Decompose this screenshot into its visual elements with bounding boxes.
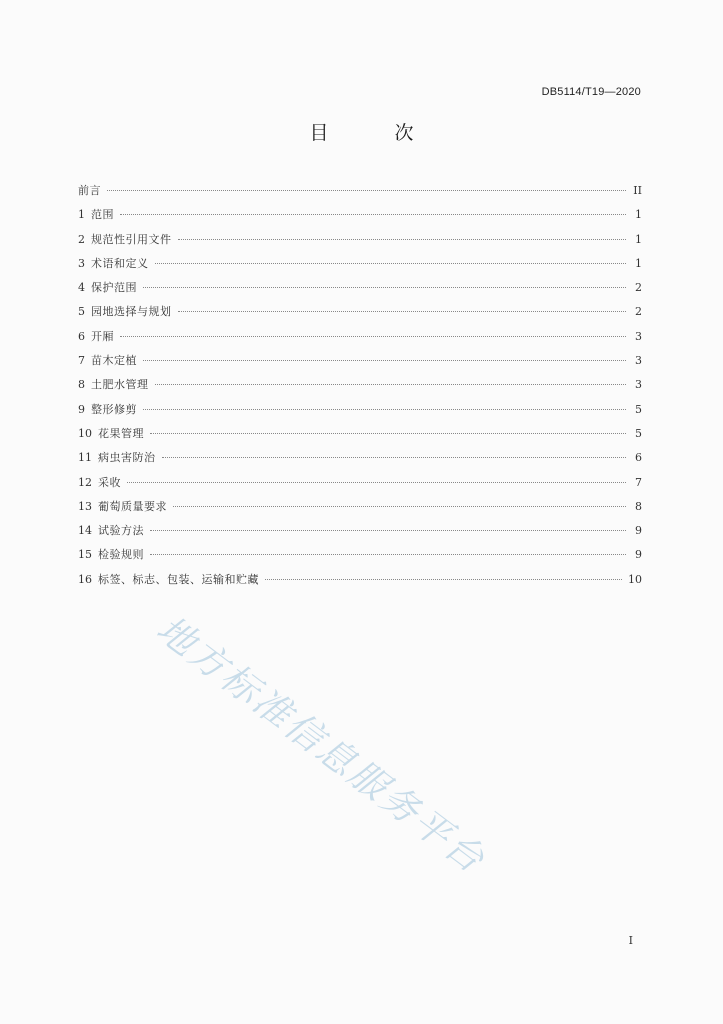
toc-label: 园地选择与规划 [91,305,172,319]
toc-number: 8 [78,378,85,392]
document-code: DB5114/T19—2020 [541,86,641,98]
toc-page: 9 [635,548,642,562]
toc-entry[interactable] [78,231,642,255]
toc-leader [178,311,627,312]
toc-label: 采收 [98,475,121,489]
toc-page: 2 [635,281,642,295]
toc-number: 12 [78,475,92,489]
toc-number: 1 [78,208,85,222]
toc-label: 规范性引用文件 [91,232,172,246]
toc-number: 6 [78,329,85,343]
toc-entry[interactable] [78,498,642,522]
table-of-contents [78,182,642,595]
toc-leader [173,506,626,507]
toc-label: 花果管理 [98,426,144,440]
toc-leader [150,554,626,555]
page-title: 目 次 [309,122,444,144]
toc-entry[interactable] [78,206,642,230]
toc-label: 病虫害防治 [98,451,156,465]
toc-entry[interactable] [78,376,642,400]
toc-entry[interactable] [78,474,642,498]
toc-entry[interactable] [78,425,642,449]
toc-label: 整形修剪 [91,402,137,416]
toc-number: 7 [78,354,85,368]
toc-page: 1 [635,232,642,246]
toc-page: 6 [635,451,642,465]
toc-number: 10 [78,426,92,440]
toc-leader [127,482,626,483]
toc-page: 2 [635,305,642,319]
toc-entry[interactable] [78,182,642,206]
toc-entry[interactable] [78,328,642,352]
toc-page: 3 [635,354,642,368]
toc-leader [155,384,627,385]
toc-label: 苗木定植 [91,354,137,368]
toc-label: 试验方法 [98,524,144,538]
toc-leader [155,263,627,264]
toc-number: 15 [78,548,92,562]
toc-page: 9 [635,524,642,538]
toc-label: 保护范围 [91,281,137,295]
toc-label: 开厢 [91,329,114,343]
toc-number: 4 [78,281,85,295]
toc-label: 检验规则 [98,548,144,562]
toc-leader [143,287,626,288]
toc-page: II [633,184,642,197]
toc-number: 16 [78,572,92,586]
toc-number: 9 [78,402,85,416]
toc-label: 前言 [78,184,101,197]
toc-leader [150,433,626,434]
watermark: 地方标准信息服务平台 [148,607,495,883]
toc-number: 11 [78,451,92,465]
toc-entry[interactable] [78,449,642,473]
toc-entry[interactable] [78,352,642,376]
toc-page: 1 [635,256,642,270]
toc-page: 8 [635,499,642,513]
toc-page: 3 [635,378,642,392]
toc-number: 13 [78,499,92,513]
toc-label: 葡萄质量要求 [98,499,167,513]
toc-leader [150,530,626,531]
toc-number: 14 [78,524,92,538]
toc-leader [143,409,626,410]
toc-number: 2 [78,232,85,246]
toc-number: 3 [78,256,85,270]
toc-entry[interactable] [78,401,642,425]
toc-page: 3 [635,329,642,343]
toc-page: 1 [635,208,642,222]
toc-entry[interactable] [78,522,642,546]
toc-entry[interactable] [78,571,642,595]
toc-leader [120,214,626,215]
toc-leader [162,457,627,458]
toc-page: 5 [635,402,642,416]
toc-label: 术语和定义 [91,256,149,270]
toc-entry[interactable] [78,255,642,279]
toc-label: 标签、标志、包装、运输和贮藏 [98,572,259,586]
toc-leader [107,190,626,191]
toc-leader [120,336,626,337]
toc-entry[interactable] [78,279,642,303]
toc-page: 10 [628,572,642,586]
toc-entry[interactable] [78,546,642,570]
toc-label: 土肥水管理 [91,378,149,392]
toc-page: 7 [635,475,642,489]
toc-leader [178,239,627,240]
toc-label: 范围 [91,208,114,222]
toc-number: 5 [78,305,85,319]
page-number: I [628,934,633,947]
toc-leader [265,579,622,580]
toc-leader [143,360,626,361]
toc-page: 5 [635,426,642,440]
toc-entry[interactable] [78,303,642,327]
